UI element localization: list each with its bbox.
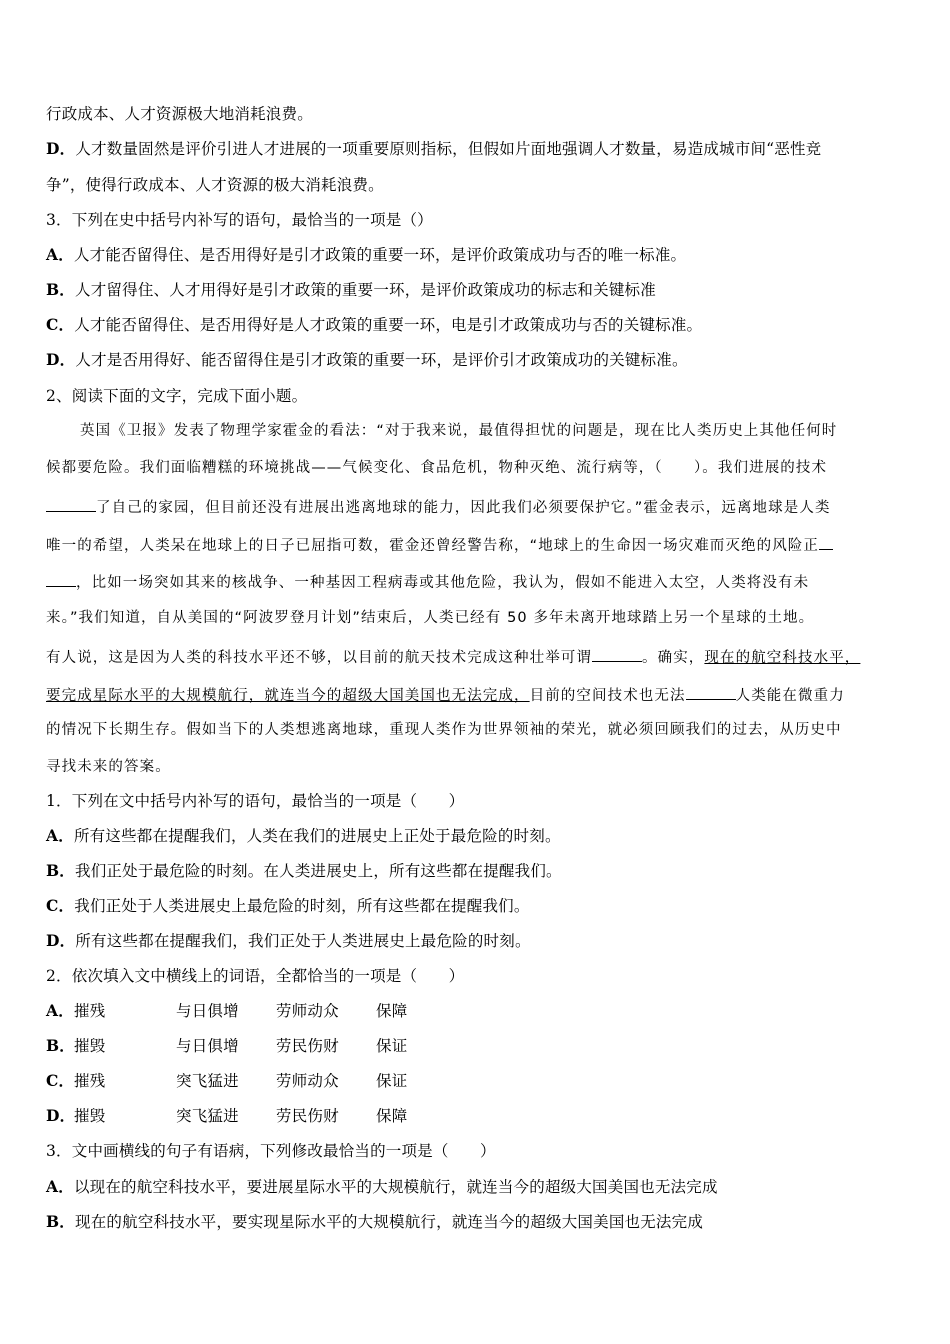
passage-text: 了自己的家园，但目前还没有进展出逃离地球的能力，因此我们必须要保护它。”霍金表示，远离地球是人类 — [96, 500, 831, 516]
option-d — [46, 1106, 407, 1126]
question-stem: 2．依次填入文中横线上的词语，全都恰当的一项是（ ） — [46, 967, 465, 985]
fill-blank — [686, 683, 736, 700]
prev-option-c-tail: 行政成本、人才资源极大地消耗浪费。 — [46, 105, 313, 123]
passage-text: 有人说，这是因为人类的科技水平还不够，以目前的航天技术完成这种壮举可谓 — [46, 650, 592, 666]
option-word: 突飞猛进 — [176, 1072, 239, 1090]
option-label: B． — [46, 280, 76, 299]
option-label: B． — [46, 861, 76, 880]
question-stem: 3．下列在史中括号内补写的语句，最恰当的一项是（） — [46, 211, 433, 229]
option-word: 摧毁 — [74, 1037, 106, 1055]
passage-line: 候都要危险。我们面临糟糕的环境挑战——气候变化、食品危机，物种灭绝、流行病等，（ ）。我们进展的技术 — [46, 460, 828, 476]
option-word: 摧残 — [74, 1002, 106, 1020]
option-d — [46, 931, 531, 951]
passage-line — [46, 683, 845, 706]
option-b — [46, 280, 656, 300]
option-text: 我们正处于人类进展史上最危险的时刻，所有这些都在提醒我们。 — [74, 897, 530, 915]
option-word: 突飞猛进 — [176, 1107, 239, 1125]
fill-blank — [819, 533, 833, 550]
option-label: A． — [46, 245, 74, 264]
option-a — [46, 1001, 407, 1021]
option-label: C． — [46, 1071, 75, 1090]
option-c — [46, 896, 530, 916]
option-word: 保障 — [376, 1107, 408, 1125]
option-a — [46, 826, 561, 846]
option-word: 劳师动众 — [276, 1072, 339, 1090]
option-b — [46, 1036, 407, 1056]
option-word: 劳民伤财 — [276, 1107, 339, 1125]
option-c — [46, 1071, 407, 1091]
option-text: 所有这些都在提醒我们，人类在我们的进展史上正处于最危险的时刻。 — [73, 827, 561, 845]
option-label: D． — [46, 139, 76, 158]
option-word: 与日俱增 — [176, 1002, 239, 1020]
option-d — [46, 350, 688, 370]
passage-text: 唯一的希望，人类呆在地球上的日子已屈指可数，霍金还曾经警告称，“地球上的生命因一场灾难而灭绝的风险正 — [46, 538, 820, 554]
passage-line — [46, 645, 860, 668]
option-label: C． — [46, 896, 75, 915]
option-label: A． — [46, 826, 74, 845]
option-label: D． — [46, 1106, 76, 1125]
passage-line — [46, 495, 831, 518]
option-label: A． — [46, 1177, 74, 1196]
passage-text: 人类能在微重力 — [735, 688, 845, 704]
option-text: 人才能否留得住、是否用得好是人才政策的重要一环，电是引才政策成功与否的关键标准。 — [74, 316, 703, 334]
option-b — [46, 1212, 703, 1232]
passage-text: ，比如一场突如其来的核战争、一种基因工程病毒或其他危险，我认为，假如不能进入太空，人类将没有未 — [76, 575, 810, 591]
passage-line: 来。”我们知道，自从美国的“阿波罗登月计划”结束后，人类已经有 50 多年未离开地球踏上另一个星球的土地。 — [46, 610, 815, 626]
question-stem: 3．文中画横线的句子有语病，下列修改最恰当的一项是（ ） — [46, 1142, 496, 1160]
prev-option-d-cont: 争”，使得行政成本、人才资源的极大消耗浪费。 — [46, 176, 384, 194]
option-word: 保证 — [376, 1072, 408, 1090]
option-text: 人才能否留得住、是否用得好是引才政策的重要一环，是评价政策成功与否的唯一标准。 — [73, 246, 687, 264]
option-text: 人才是否用得好、能否留得住是引才政策的重要一环，是评价引才政策成功的关键标准。 — [75, 351, 688, 369]
passage-text: 。确实， — [642, 650, 705, 666]
option-c — [46, 315, 702, 335]
question-stem: 1．下列在文中括号内补写的语句，最恰当的一项是（ ） — [46, 792, 465, 810]
fill-blank — [46, 495, 96, 512]
option-word: 摧毁 — [74, 1107, 106, 1125]
underlined-sentence: 现在的航空科技水平， — [704, 650, 861, 666]
passage-line: 英国《卫报》发表了物理学家霍金的看法：“对于我来说，最值得担忧的问题是，现在比人类历史上其他任何时 — [80, 423, 838, 439]
option-label: D． — [46, 931, 76, 950]
option-a — [46, 1177, 718, 1197]
option-word: 保证 — [376, 1037, 408, 1055]
option-text: 我们正处于最危险的时刻。在人类进展史上，所有这些都在提醒我们。 — [75, 862, 562, 880]
option-word: 劳师动众 — [276, 1002, 339, 1020]
option-label: C． — [46, 315, 75, 334]
option-word: 与日俱增 — [176, 1037, 239, 1055]
fill-blank — [46, 570, 76, 587]
underlined-sentence: 要完成星际水平的大规模航行，就连当今的超级大国美国也无法完成， — [46, 688, 530, 704]
option-label: B． — [46, 1036, 76, 1055]
option-b — [46, 861, 562, 881]
option-label: D． — [46, 350, 76, 369]
passage-text: 目前的空间技术也无法 — [529, 688, 686, 704]
option-word: 劳民伤财 — [276, 1037, 339, 1055]
option-text: 人才留得住、人才用得好是引才政策的重要一环，是评价政策成功的标志和关键标准 — [75, 281, 656, 299]
option-a — [46, 245, 686, 265]
option-text: 以现在的航空科技水平，要进展星际水平的大规模航行，就连当今的超级大国美国也无法完成 — [73, 1178, 718, 1196]
option-label: A． — [46, 1001, 74, 1020]
option-word: 保障 — [376, 1002, 408, 1020]
passage-line: 的情况下长期生存。假如当下的人类想逃离地球，重现人类作为世界领袖的荣光，就必须回顾我们的过去，从历史中 — [46, 722, 842, 738]
option-text: 所有这些都在提醒我们，我们正处于人类进展史上最危险的时刻。 — [75, 932, 531, 950]
option-text: 人才数量固然是评价引进人才进展的一项重要原则指标，但假如片面地强调人才数量，易造成城市间“恶性竞 — [75, 140, 822, 158]
fill-blank — [592, 645, 642, 662]
option-word: 摧残 — [74, 1072, 106, 1090]
passage-line — [46, 533, 833, 556]
section-heading: 2、阅读下面的文字，完成下面小题。 — [46, 387, 308, 405]
option-text: 现在的航空科技水平，要实现星际水平的大规模航行，就连当今的超级大国美国也无法完成 — [75, 1213, 704, 1231]
prev-option-d — [46, 139, 821, 159]
option-label: B． — [46, 1212, 76, 1231]
passage-line — [46, 570, 809, 593]
passage-line: 寻找未来的答案。 — [46, 759, 171, 775]
